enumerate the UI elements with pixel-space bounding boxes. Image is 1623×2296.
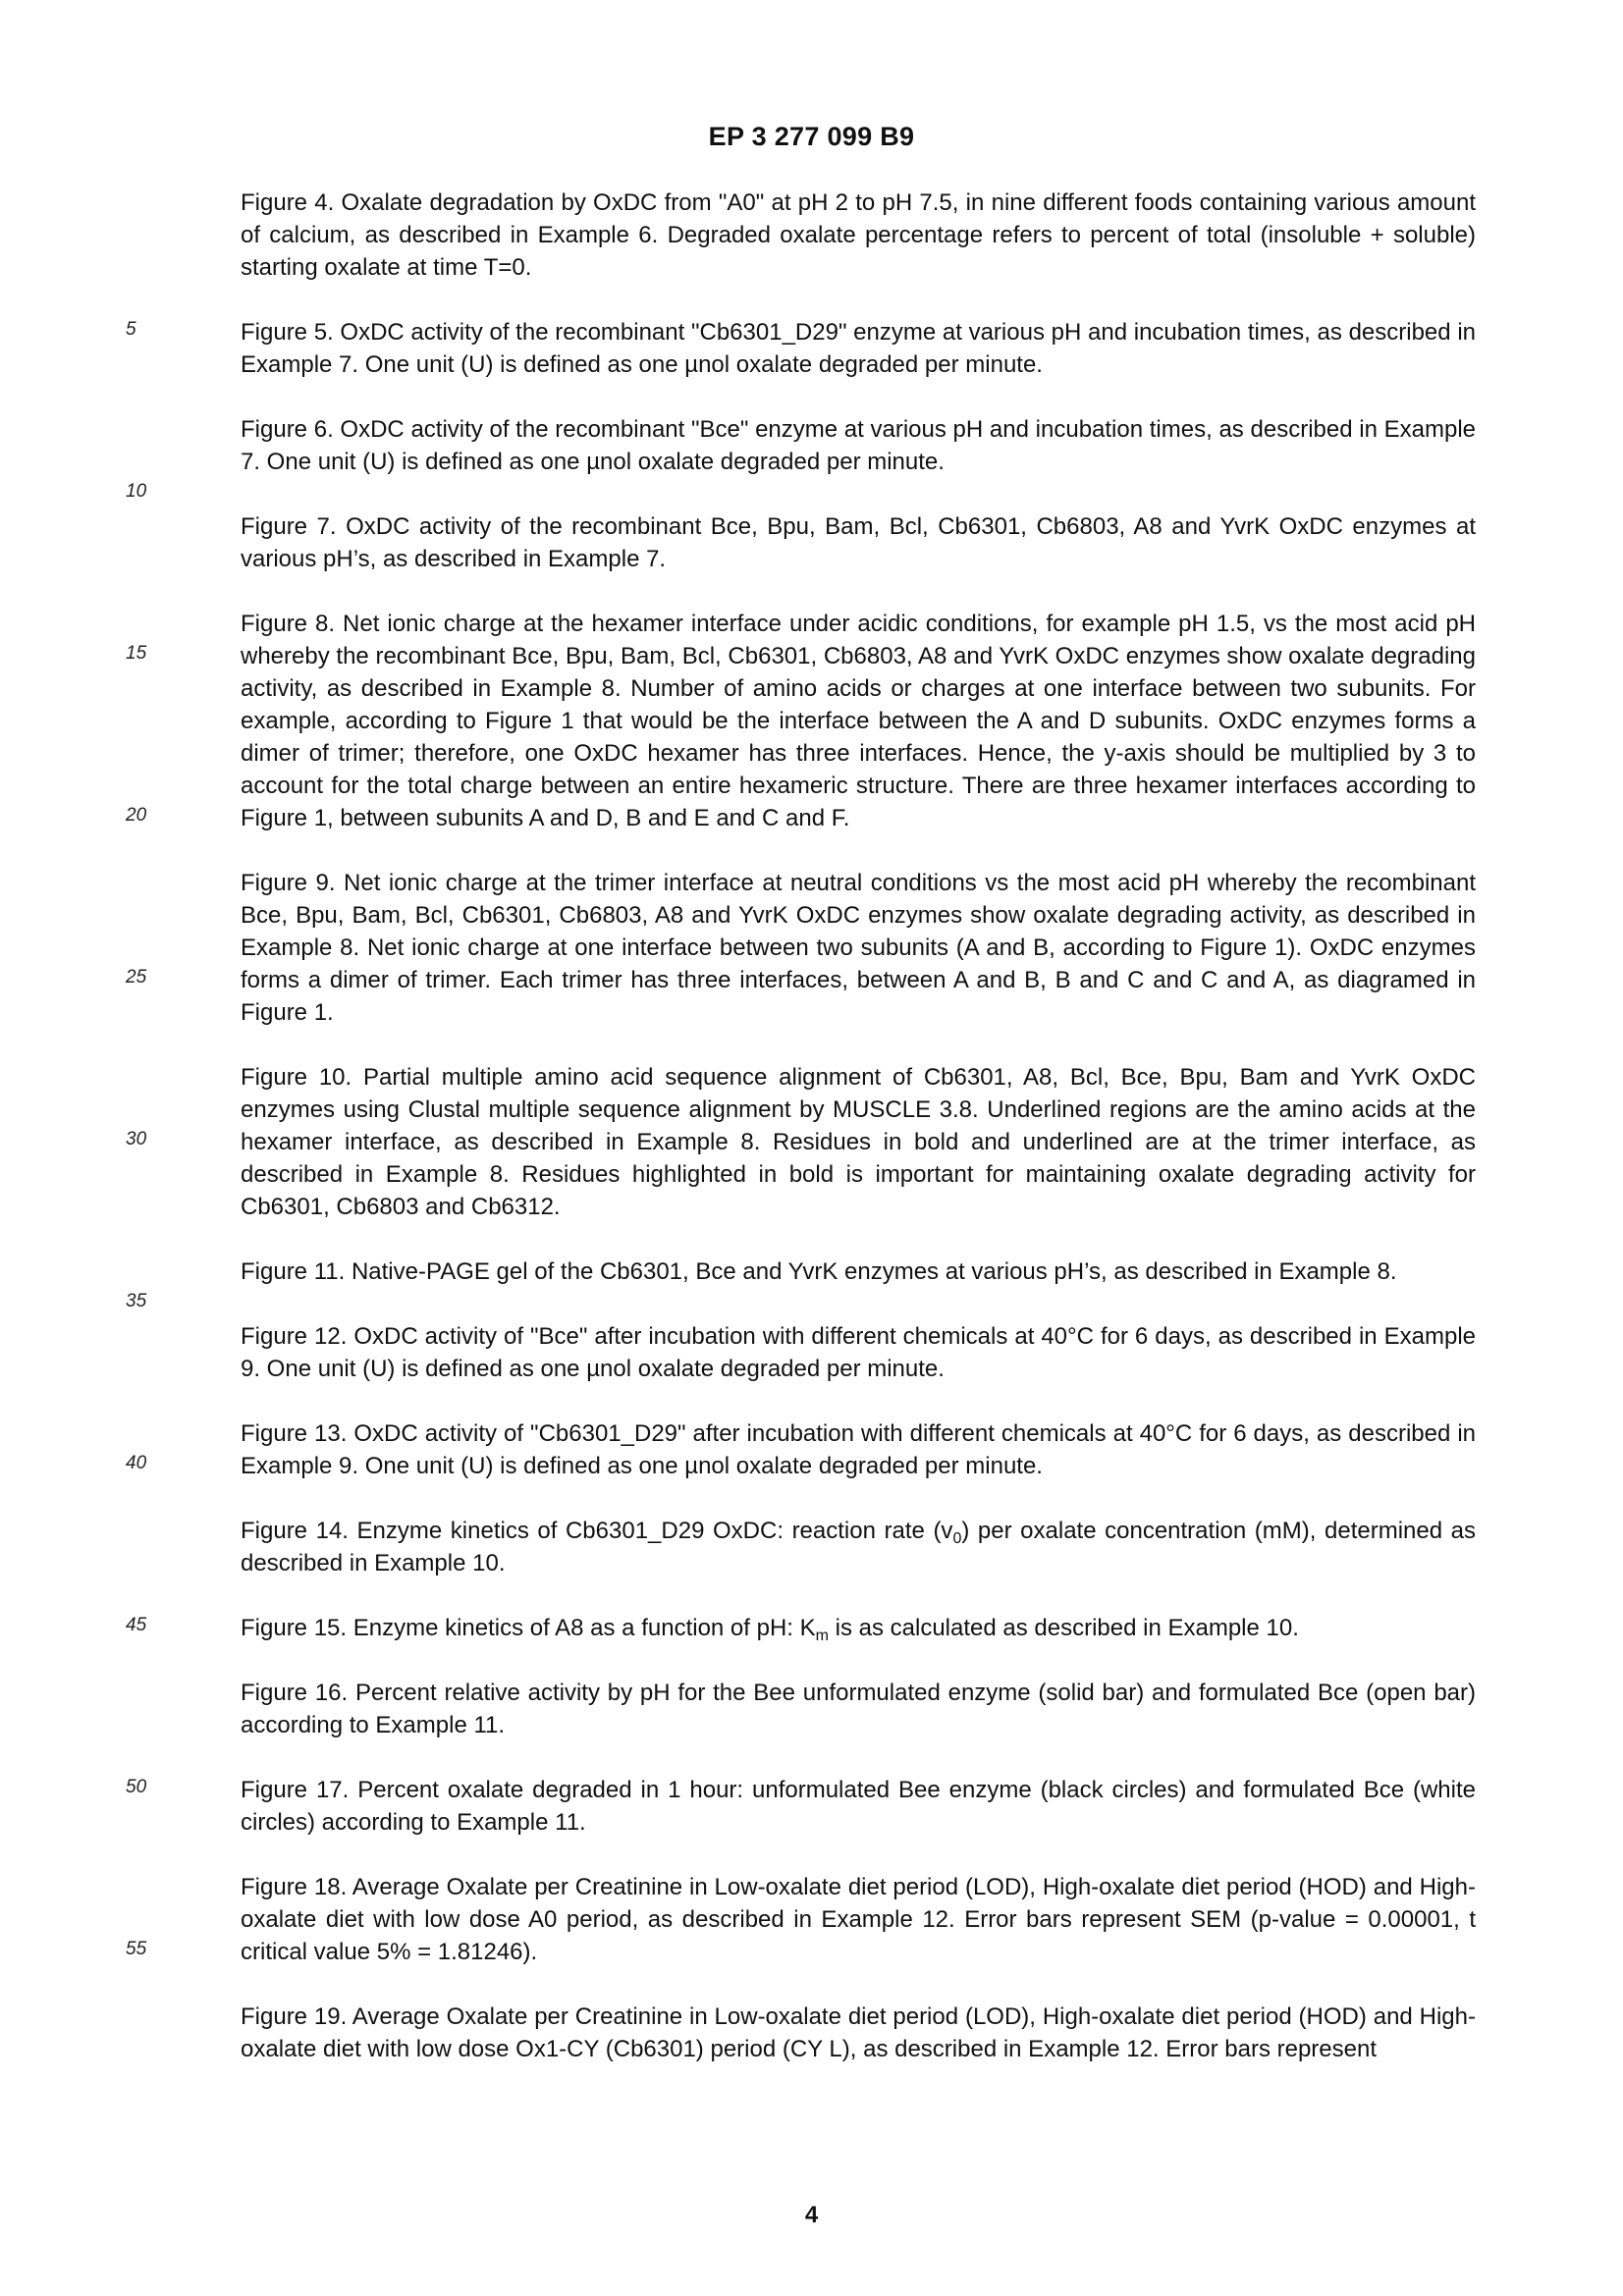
line-number: 40 [126, 1453, 147, 1473]
figure-10-description: Figure 10. Partial multiple amino acid sequence alignment of Cb6301, A8, Bcl, Bce, Bpu, Bam and YvrK OxDC enzymes using Clustal multiple sequence alignment by MUSCLE 3.8. Underlined regions are the amino acids at the hexamer interface, as described in Example 8. Residues in bold and underlined are at the trimer interface, as described in Example 8. Residues highlighted in bold is important for maintaining oxalate degrading activity for Cb6301, Cb6803 and Cb6312. [241, 1064, 1476, 1220]
text-after-subscript: is as calculated as described in Example 10. [828, 1615, 1299, 1641]
line-number: 45 [126, 1615, 147, 1635]
figure-5-description: Figure 5. OxDC activity of the recombinant "Cb6301_D29" enzyme at various pH and incubation times, as described in Example 7. One unit (U) is defined as one µnol oxalate degraded per minute. [241, 319, 1476, 378]
subscript: m [815, 1628, 829, 1644]
figure-13-description: Figure 13. OxDC activity of "Cb6301_D29" after incubation with different chemicals at 40°C for 6 days, as described in Example 9. One unit (U) is defined as one µnol oxalate degraded per minute. [241, 1420, 1476, 1479]
figure-15-description [241, 1612, 1476, 1644]
line-number: 20 [126, 805, 147, 826]
line-number: 5 [126, 319, 136, 340]
line-number: 55 [126, 1939, 147, 1959]
line-number: 15 [126, 643, 147, 664]
patent-number-header: EP 3 277 099 B9 [708, 122, 915, 151]
figure-8-description: Figure 8. Net ionic charge at the hexamer interface under acidic conditions, for example pH 1.5, vs the most acid pH whereby the recombinant Bce, Bpu, Bam, Bcl, Cb6301, Cb6803, A8 and YvrK OxDC enzymes show oxalate degrading activity, as described in Example 8. Number of amino acids or charges at one interface between two subunits. For example, according to Figure 1 that would be the interface between the A and D subunits. OxDC enzymes forms a dimer of trimer; therefore, one OxDC hexamer has three interfaces. Hence, the y-axis should be multiplied by 3 to account for the total charge between an entire hexameric structure. There are three hexamer interfaces according to Figure 1, between subunits A and D, B and E and C and F. [241, 611, 1476, 831]
figure-6-description: Figure 6. OxDC activity of the recombinant "Bce" enzyme at various pH and incubation times, as described in Example 7. One unit (U) is defined as one µnol oxalate degraded per minute. [241, 416, 1476, 475]
line-number: 25 [126, 967, 147, 988]
line-number: 35 [126, 1291, 147, 1311]
page-number: 4 [804, 2202, 819, 2228]
text-before-subscript: Figure 14. Enzyme kinetics of Cb6301_D29 OxDC: reaction rate (v [241, 1518, 953, 1544]
line-number: 10 [126, 481, 147, 502]
subscript: 0 [952, 1530, 962, 1547]
figure-9-description: Figure 9. Net ionic charge at the trimer interface at neutral conditions vs the most acid pH whereby the recombinant Bce, Bpu, Bam, Bcl, Cb6301, Cb6803, A8 and YvrK OxDC enzymes show oxalate degrading activity, as described in Example 8. Net ionic charge at one interface between two subunits (A and B, according to Figure 1). OxDC enzymes forms a dimer of trimer. Each trimer has three interfaces, between A and B, B and C and C and A, as diagramed in Figure 1. [241, 870, 1476, 1026]
figure-4-description: Figure 4. Oxalate degradation by OxDC from "A0" at pH 2 to pH 7.5, in nine different foods containing various amount of calcium, as described in Example 6. Degraded oxalate percentage refers to percent of total (insoluble + soluble) starting oxalate at time T=0. [241, 189, 1476, 281]
figure-12-description: Figure 12. OxDC activity of "Bce" after incubation with different chemicals at 40°C for 6 days, as described in Example 9. One unit (U) is defined as one µnol oxalate degraded per minute. [241, 1323, 1476, 1382]
figure-7-description: Figure 7. OxDC activity of the recombinant Bce, Bpu, Bam, Bcl, Cb6301, Cb6803, A8 and YvrK OxDC enzymes at various pH’s, as described in Example 7. [241, 513, 1476, 572]
figure-19-description: Figure 19. Average Oxalate per Creatinine in Low-oxalate diet period (LOD), High-oxalate diet period (HOD) and High-oxalate diet with low dose Ox1-CY (Cb6301) period (CY L), as described in Example 12. Error bars represent [241, 2003, 1476, 2062]
figure-16-description: Figure 16. Percent relative activity by pH for the Bee unformulated enzyme (solid bar) and formulated Bce (open bar) according to Example 11. [241, 1680, 1476, 1738]
figure-14-description [241, 1515, 1476, 1579]
figure-18-description: Figure 18. Average Oxalate per Creatinine in Low-oxalate diet period (LOD), High-oxalate diet period (HOD) and High-oxalate diet with low dose A0 period, as described in Example 12. Error bars represent SEM (p-value = 0.00001, t critical value 5% = 1.81246). [241, 1874, 1476, 1965]
text-before-subscript: Figure 15. Enzyme kinetics of A8 as a function of pH: K [241, 1615, 816, 1641]
figure-17-description: Figure 17. Percent oxalate degraded in 1 hour: unformulated Bee enzyme (black circles) and formulated Bce (white circles) according to Example 11. [241, 1777, 1476, 1836]
figure-descriptions [241, 187, 1476, 2098]
text-after-subscript: ) per oxalate concentration (mM), determined as described in Example 10. [241, 1518, 1476, 1576]
figure-11-description: Figure 11. Native-PAGE gel of the Cb6301, Bce and YvrK enzymes at various pH’s, as described in Example 8. [241, 1258, 1397, 1285]
line-number: 30 [126, 1129, 147, 1149]
line-number: 50 [126, 1777, 147, 1797]
